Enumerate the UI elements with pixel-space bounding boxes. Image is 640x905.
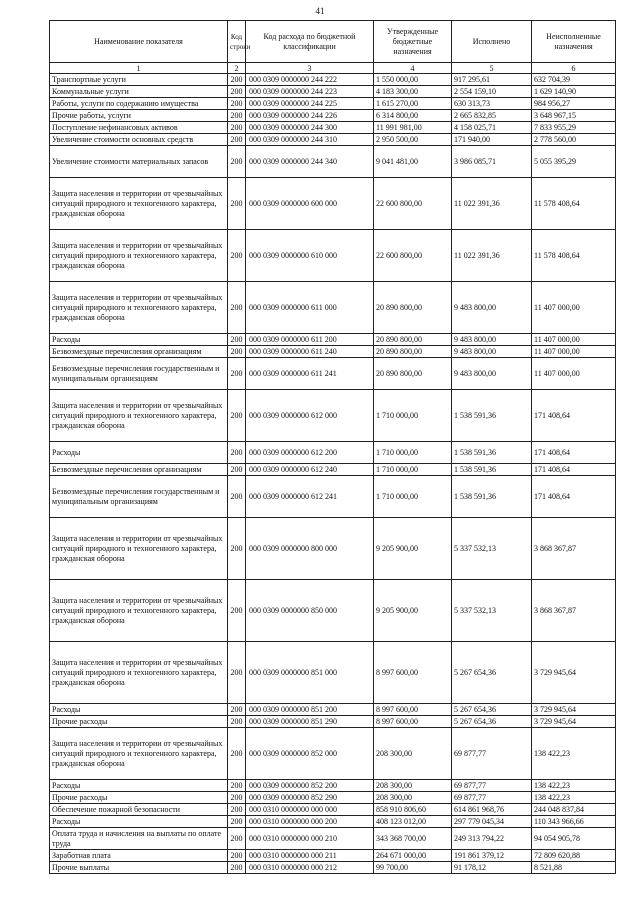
column-number: 3: [246, 63, 374, 74]
row-executed: 91 178,12: [452, 862, 532, 874]
row-executed: 630 313,73: [452, 98, 532, 110]
row-executed: 2 665 832,85: [452, 110, 532, 122]
row-name: Расходы: [50, 816, 228, 828]
row-line-code: 200: [228, 98, 246, 110]
budget-execution-table: [49, 20, 616, 874]
page-number: 41: [315, 6, 325, 16]
row-budget-code: 000 0310 0000000 000 210: [246, 828, 374, 850]
row-line-code: 200: [228, 464, 246, 476]
row-unexecuted: 171 408,64: [532, 390, 616, 442]
row-name: Защита населения и территории от чрезвычайных ситуаций природного и техногенного характера, гражданская оборона: [50, 230, 228, 282]
row-name: Защита населения и территории от чрезвычайных ситуаций природного и техногенного характера, гражданская оборона: [50, 580, 228, 642]
table-row: [50, 282, 616, 334]
row-budget-code: 000 0309 0000000 851 000: [246, 642, 374, 704]
row-approved: 208 300,00: [374, 792, 452, 804]
row-budget-code: 000 0309 0000000 244 223: [246, 86, 374, 98]
row-executed: 614 861 968,76: [452, 804, 532, 816]
row-approved: 6 314 800,00: [374, 110, 452, 122]
table-row: [50, 716, 616, 728]
row-approved: 1 550 000,00: [374, 74, 452, 86]
row-approved: 2 950 500,00: [374, 134, 452, 146]
row-line-code: 200: [228, 442, 246, 464]
table-row: [50, 728, 616, 780]
row-name: Защита населения и территории от чрезвычайных ситуаций природного и техногенного характера, гражданская оборона: [50, 282, 228, 334]
row-approved: 1 710 000,00: [374, 442, 452, 464]
row-approved: 20 890 800,00: [374, 346, 452, 358]
header-budget-code: Код расхода по бюджетной классификации: [246, 21, 374, 63]
row-budget-code: 000 0309 0000000 851 290: [246, 716, 374, 728]
row-executed: 5 337 532,13: [452, 580, 532, 642]
row-approved: 208 300,00: [374, 728, 452, 780]
column-number: 2: [228, 63, 246, 74]
row-budget-code: 000 0310 0000000 000 212: [246, 862, 374, 874]
row-unexecuted: 2 778 560,00: [532, 134, 616, 146]
row-budget-code: 000 0310 0000000 000 000: [246, 804, 374, 816]
row-approved: 9 041 481,00: [374, 146, 452, 178]
row-approved: 1 710 000,00: [374, 390, 452, 442]
row-unexecuted: 11 578 408,64: [532, 230, 616, 282]
row-approved: 22 600 800,00: [374, 230, 452, 282]
row-line-code: 200: [228, 282, 246, 334]
header-approved: Утвержденные бюджетные назначения: [374, 21, 452, 63]
row-name: Защита населения и территории от чрезвычайных ситуаций природного и техногенного характера, гражданская оборона: [50, 390, 228, 442]
table-row: [50, 442, 616, 464]
table-row: [50, 146, 616, 178]
row-executed: 1 538 591,36: [452, 464, 532, 476]
row-name: Прочие работы, услуги: [50, 110, 228, 122]
table-row: [50, 346, 616, 358]
table-row: [50, 122, 616, 134]
row-name: Защита населения и территории от чрезвычайных ситуаций природного и техногенного характера, гражданская оборона: [50, 518, 228, 580]
row-budget-code: 000 0309 0000000 612 000: [246, 390, 374, 442]
row-approved: 1 710 000,00: [374, 464, 452, 476]
row-approved: 4 183 300,00: [374, 86, 452, 98]
row-budget-code: 000 0309 0000000 852 000: [246, 728, 374, 780]
header-line-code: Код строки: [228, 21, 246, 63]
column-number: 5: [452, 63, 532, 74]
row-executed: 1 538 591,36: [452, 390, 532, 442]
row-executed: 917 295,61: [452, 74, 532, 86]
row-line-code: 200: [228, 580, 246, 642]
row-line-code: 200: [228, 358, 246, 390]
row-line-code: 200: [228, 86, 246, 98]
row-budget-code: 000 0309 0000000 611 000: [246, 282, 374, 334]
row-name: Безвозмездные перечисления государственным и муниципальным организациям: [50, 358, 228, 390]
table-row: [50, 850, 616, 862]
row-name: Оплата труда и начисления на выплаты по оплате труда: [50, 828, 228, 850]
row-executed: 69 877,77: [452, 780, 532, 792]
row-unexecuted: 5 055 395,29: [532, 146, 616, 178]
row-unexecuted: 171 408,64: [532, 464, 616, 476]
header-executed: Исполнено: [452, 21, 532, 63]
row-unexecuted: 3 868 367,87: [532, 580, 616, 642]
row-executed: 5 267 654,36: [452, 716, 532, 728]
row-line-code: 200: [228, 792, 246, 804]
table-row: [50, 804, 616, 816]
row-executed: 11 022 391,36: [452, 178, 532, 230]
row-approved: 8 997 600,00: [374, 716, 452, 728]
row-name: Обеспечение пожарной безопасности: [50, 804, 228, 816]
header-row: [50, 21, 616, 63]
row-line-code: 200: [228, 122, 246, 134]
row-approved: 99 700,00: [374, 862, 452, 874]
row-budget-code: 000 0310 0000000 000 200: [246, 816, 374, 828]
row-line-code: 200: [228, 74, 246, 86]
table-row: [50, 230, 616, 282]
row-unexecuted: 11 407 000,00: [532, 346, 616, 358]
row-unexecuted: 110 343 966,66: [532, 816, 616, 828]
table-row: [50, 580, 616, 642]
row-line-code: 200: [228, 816, 246, 828]
row-line-code: 200: [228, 178, 246, 230]
row-name: Защита населения и территории от чрезвычайных ситуаций природного и техногенного характера, гражданская оборона: [50, 178, 228, 230]
row-name: Прочие расходы: [50, 792, 228, 804]
row-name: Поступление нефинансовых активов: [50, 122, 228, 134]
row-unexecuted: 171 408,64: [532, 442, 616, 464]
row-unexecuted: 11 407 000,00: [532, 334, 616, 346]
table-row: [50, 704, 616, 716]
header-name: Наименование показателя: [50, 21, 228, 63]
row-line-code: 200: [228, 850, 246, 862]
row-executed: 5 267 654,36: [452, 704, 532, 716]
row-executed: 69 877,77: [452, 728, 532, 780]
row-approved: 343 368 700,00: [374, 828, 452, 850]
row-budget-code: 000 0309 0000000 852 290: [246, 792, 374, 804]
row-approved: 20 890 800,00: [374, 282, 452, 334]
row-executed: 171 940,00: [452, 134, 532, 146]
row-budget-code: 000 0309 0000000 244 310: [246, 134, 374, 146]
row-unexecuted: 3 729 945,64: [532, 704, 616, 716]
row-unexecuted: 138 422,23: [532, 728, 616, 780]
row-name: Прочие выплаты: [50, 862, 228, 874]
row-approved: 11 991 981,00: [374, 122, 452, 134]
row-approved: 408 123 012,00: [374, 816, 452, 828]
row-name: Расходы: [50, 442, 228, 464]
row-executed: 1 538 591,36: [452, 476, 532, 518]
row-unexecuted: 171 408,64: [532, 476, 616, 518]
row-budget-code: 000 0309 0000000 612 240: [246, 464, 374, 476]
row-unexecuted: 984 956,27: [532, 98, 616, 110]
row-approved: 8 997 600,00: [374, 642, 452, 704]
row-budget-code: 000 0309 0000000 850 000: [246, 580, 374, 642]
row-budget-code: 000 0309 0000000 611 200: [246, 334, 374, 346]
table-row: [50, 110, 616, 122]
row-line-code: 200: [228, 704, 246, 716]
table-row: [50, 642, 616, 704]
row-executed: 69 877,77: [452, 792, 532, 804]
row-executed: 3 986 085,71: [452, 146, 532, 178]
row-approved: 9 205 900,00: [374, 580, 452, 642]
row-line-code: 200: [228, 642, 246, 704]
row-budget-code: 000 0309 0000000 610 000: [246, 230, 374, 282]
row-approved: 1 615 270,00: [374, 98, 452, 110]
row-unexecuted: 72 809 620,88: [532, 850, 616, 862]
row-line-code: 200: [228, 230, 246, 282]
row-budget-code: 000 0309 0000000 611 240: [246, 346, 374, 358]
row-line-code: 200: [228, 346, 246, 358]
row-executed: 11 022 391,36: [452, 230, 532, 282]
row-line-code: 200: [228, 862, 246, 874]
row-unexecuted: 94 054 905,78: [532, 828, 616, 850]
row-name: Работы, услуги по содержанию имущества: [50, 98, 228, 110]
row-name: Защита населения и территории от чрезвычайных ситуаций природного и техногенного характера, гражданская оборона: [50, 728, 228, 780]
table-row: [50, 518, 616, 580]
row-budget-code: 000 0309 0000000 612 241: [246, 476, 374, 518]
table-body: [50, 74, 616, 874]
row-executed: 4 158 025,71: [452, 122, 532, 134]
row-name: Безвозмездные перечисления государственным и муниципальным организациям: [50, 476, 228, 518]
row-executed: 5 337 532,13: [452, 518, 532, 580]
row-line-code: 200: [228, 780, 246, 792]
table-row: [50, 86, 616, 98]
column-number: 1: [50, 63, 228, 74]
row-unexecuted: 3 868 367,87: [532, 518, 616, 580]
header-unexecuted: Неисполненные назначения: [532, 21, 616, 63]
row-unexecuted: 244 048 837,84: [532, 804, 616, 816]
table-row: [50, 816, 616, 828]
table-row: [50, 134, 616, 146]
row-approved: 20 890 800,00: [374, 334, 452, 346]
row-budget-code: 000 0310 0000000 000 211: [246, 850, 374, 862]
row-approved: 264 671 000,00: [374, 850, 452, 862]
row-line-code: 200: [228, 518, 246, 580]
row-budget-code: 000 0309 0000000 611 241: [246, 358, 374, 390]
row-name: Прочие расходы: [50, 716, 228, 728]
row-line-code: 200: [228, 334, 246, 346]
row-budget-code: 000 0309 0000000 852 200: [246, 780, 374, 792]
row-budget-code: 000 0309 0000000 800 000: [246, 518, 374, 580]
row-executed: 9 483 800,00: [452, 282, 532, 334]
row-unexecuted: 11 407 000,00: [532, 282, 616, 334]
row-line-code: 200: [228, 828, 246, 850]
table-row: [50, 464, 616, 476]
row-name: Расходы: [50, 334, 228, 346]
table-row: [50, 828, 616, 850]
row-budget-code: 000 0309 0000000 612 200: [246, 442, 374, 464]
row-executed: 2 554 159,10: [452, 86, 532, 98]
row-executed: 249 313 794,22: [452, 828, 532, 850]
column-number-row: [50, 63, 616, 74]
row-approved: 858 910 806,60: [374, 804, 452, 816]
row-unexecuted: 3 729 945,64: [532, 716, 616, 728]
row-name: Увеличение стоимости основных средств: [50, 134, 228, 146]
table-row: [50, 74, 616, 86]
row-unexecuted: 632 704,39: [532, 74, 616, 86]
table-row: [50, 390, 616, 442]
row-approved: 22 600 800,00: [374, 178, 452, 230]
row-line-code: 200: [228, 110, 246, 122]
row-executed: 9 483 800,00: [452, 346, 532, 358]
row-approved: 208 300,00: [374, 780, 452, 792]
row-executed: 1 538 591,36: [452, 442, 532, 464]
table-row: [50, 98, 616, 110]
column-number: 6: [532, 63, 616, 74]
row-unexecuted: 1 629 140,90: [532, 86, 616, 98]
row-name: Безвозмездные перечисления организациям: [50, 464, 228, 476]
row-name: Увеличение стоимости материальных запасов: [50, 146, 228, 178]
table-row: [50, 358, 616, 390]
row-line-code: 200: [228, 728, 246, 780]
row-unexecuted: 138 422,23: [532, 792, 616, 804]
row-line-code: 200: [228, 134, 246, 146]
row-budget-code: 000 0309 0000000 244 225: [246, 98, 374, 110]
row-executed: 9 483 800,00: [452, 334, 532, 346]
row-name: Расходы: [50, 780, 228, 792]
table-row: [50, 178, 616, 230]
row-line-code: 200: [228, 476, 246, 518]
table-row: [50, 334, 616, 346]
row-budget-code: 000 0309 0000000 244 222: [246, 74, 374, 86]
row-budget-code: 000 0309 0000000 244 300: [246, 122, 374, 134]
row-line-code: 200: [228, 146, 246, 178]
row-name: Безвозмездные перечисления организациям: [50, 346, 228, 358]
row-name: Транспортные услуги: [50, 74, 228, 86]
row-name: Расходы: [50, 704, 228, 716]
row-unexecuted: 8 521,88: [532, 862, 616, 874]
row-unexecuted: 7 833 955,29: [532, 122, 616, 134]
row-executed: 297 779 045,34: [452, 816, 532, 828]
row-budget-code: 000 0309 0000000 244 226: [246, 110, 374, 122]
row-line-code: 200: [228, 716, 246, 728]
row-unexecuted: 11 578 408,64: [532, 178, 616, 230]
row-line-code: 200: [228, 390, 246, 442]
row-executed: 5 267 654,36: [452, 642, 532, 704]
column-number: 4: [374, 63, 452, 74]
table-row: [50, 780, 616, 792]
row-approved: 9 205 900,00: [374, 518, 452, 580]
row-name: Коммунальные услуги: [50, 86, 228, 98]
row-budget-code: 000 0309 0000000 851 200: [246, 704, 374, 716]
row-unexecuted: 138 422,23: [532, 780, 616, 792]
row-approved: 1 710 000,00: [374, 476, 452, 518]
table-row: [50, 476, 616, 518]
row-approved: 8 997 600,00: [374, 704, 452, 716]
row-executed: 191 861 379,12: [452, 850, 532, 862]
row-executed: 9 483 800,00: [452, 358, 532, 390]
row-budget-code: 000 0309 0000000 600 000: [246, 178, 374, 230]
row-unexecuted: 3 729 945,64: [532, 642, 616, 704]
row-unexecuted: 11 407 000,00: [532, 358, 616, 390]
row-name: Защита населения и территории от чрезвычайных ситуаций природного и техногенного характера, гражданская оборона: [50, 642, 228, 704]
row-unexecuted: 3 648 967,15: [532, 110, 616, 122]
table-row: [50, 792, 616, 804]
row-budget-code: 000 0309 0000000 244 340: [246, 146, 374, 178]
row-approved: 20 890 800,00: [374, 358, 452, 390]
table-row: [50, 862, 616, 874]
row-line-code: 200: [228, 804, 246, 816]
row-name: Заработная плата: [50, 850, 228, 862]
